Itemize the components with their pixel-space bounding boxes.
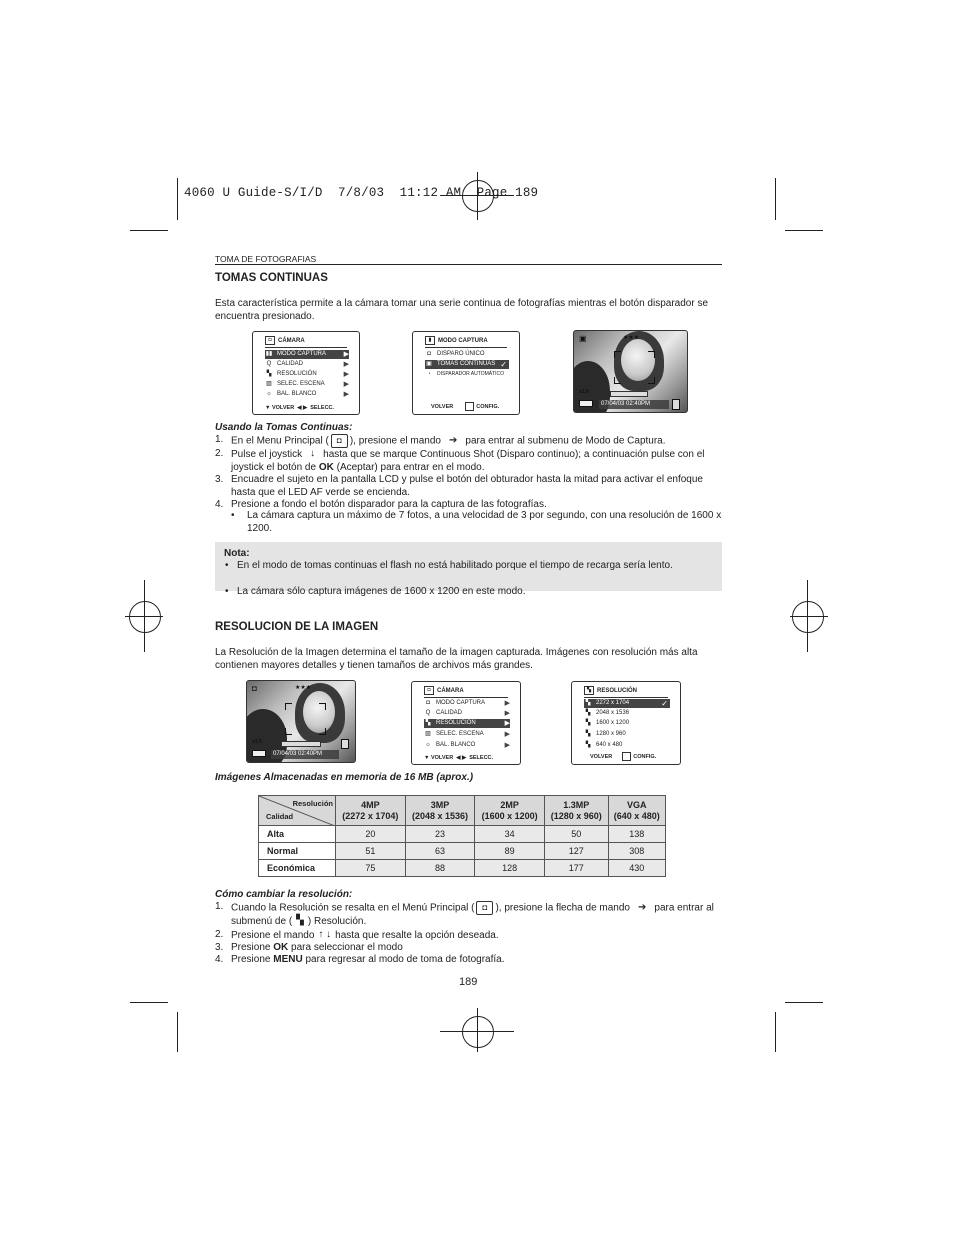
screen-title: MODO CAPTURA [438,338,488,345]
column-header-label: 1.3MP [563,799,590,810]
focus-bracket [614,351,621,358]
bullet-text: La cámara sólo captura imágenes de 1600 x 1200 en este modo. [237,585,526,597]
steps-list [215,901,722,967]
column-header [544,796,608,826]
note-title: Nota: [224,548,250,559]
registration-mark [792,601,824,633]
menu-item [425,370,509,379]
step-item [215,474,722,499]
screen-header [584,686,668,698]
menu-item [265,390,349,399]
table-cell: 75 [336,860,406,877]
right-arrow-icon: ▶ [504,731,510,738]
menu-item-label: MODO CAPTURA [436,700,486,706]
continuous-shot-icon: ▣ [426,361,432,367]
registration-line [790,616,828,617]
menu-item-label: TOMAS CONTINUAS [437,361,496,367]
screen-header [265,336,347,348]
resolution-icon: ▚ [584,686,594,695]
step-number: 4. [215,954,224,966]
column-header [475,796,545,826]
menu-item-label: 2272 x 1704 [596,700,630,706]
footer-left: VOLVER [430,755,454,761]
screen-title: CÁMARA [278,338,305,345]
camera-icon: ◘ [331,434,348,448]
white-balance-icon: ☼ [266,391,272,397]
step-text: hasta que resalte la opción deseada. [335,929,499,941]
camera-icon: ◘ [476,901,493,915]
step-text: para regresar al modo de toma de fotografía. [305,954,505,966]
step-text: ) Resolución. [307,916,367,928]
checkmark-icon: ✓ [661,699,668,708]
note-item [215,586,737,599]
memory-card-icon [672,399,680,410]
menu-item [424,709,510,718]
step-text: Presione [231,954,271,966]
step-number: 1. [215,434,224,445]
menu-item-label: SELEC. ESCENA [436,731,484,737]
corner-label-bottom: Calidad [266,812,294,821]
menu-button-icon [622,752,631,761]
bullet-text: La cámara captura un máximo de 7 fotos, a una velocidad de 3 por segundo, con una resolución de 1600 x 1200. [247,510,722,534]
menu-label: MENU [273,954,303,966]
focus-bracket [319,703,326,710]
registration-line [477,1008,478,1052]
menu-item [425,360,509,369]
column-header-label: 2MP [500,799,519,810]
screen-footer [425,402,509,411]
screen-title: CÁMARA [437,688,464,695]
crop-mark [177,178,178,220]
column-header-label: 4MP [361,799,380,810]
step-bullet [215,510,722,535]
column-header [405,796,475,826]
registration-mark [129,601,161,633]
step-item [215,954,722,967]
step-item [215,901,722,929]
screen-header [425,336,507,348]
menu-item [584,709,670,718]
menu-item [584,719,670,728]
continuous-mode-icon: ▣ [579,334,587,343]
camera-menu-screen [252,331,360,415]
step-text: Presione [231,941,271,953]
step-text: (Aceptar) para entrar en el modo. [336,461,485,473]
zoom-bar [610,391,648,397]
resolution-screen [571,681,681,765]
footer-left: VOLVER [590,753,613,760]
camera-icon: ◘ [252,684,257,693]
focus-bracket [614,377,621,384]
section-title: TOMAS CONTINUAS [215,272,328,284]
capture-mode-icon: ▮▮ [265,351,273,357]
note-item [215,560,737,573]
step-text: Presione a fondo el botón disparador para la captura de las fotografías. [231,499,547,511]
right-arrow-icon: ➔ [449,434,458,446]
menu-item-label: BAL. BLANCO [277,391,317,397]
menu-item-label: RESOLUCIÓN [277,371,317,377]
menu-item [424,741,510,750]
table-cell: 430 [608,860,665,877]
step-text: ), presione el mando [349,435,441,447]
footer-right: SELECC. [469,755,494,761]
step-number: 3. [215,474,224,486]
screen-footer [584,752,670,761]
table-cell: 50 [544,826,608,843]
photo-subject [303,691,335,733]
table-row [259,843,666,860]
zoom-bar [281,741,321,747]
registration-line [144,580,145,652]
screen-footer [265,405,349,411]
menu-item [584,699,670,708]
menu-item [424,719,510,728]
page-number: 189 [459,976,478,988]
menu-item-label: 640 x 480 [596,742,623,748]
step-item [215,929,722,942]
table-cell: 34 [475,826,545,843]
step-text: Encuadre el sujeto en la pantalla LCD y pulse el botón del obturador hasta la mitad para activar el enfoque hasta que el LED AF verde se encienda. [231,474,703,498]
crop-mark [785,1002,823,1003]
crop-mark [775,178,776,220]
steps-title: Usando la Tomas Continuas: [215,422,353,433]
right-arrow-icon: ▶ [504,710,510,717]
column-header-sub: (1600 x 1200) [481,810,538,821]
down-arrow-icon: ▼ [424,755,431,761]
resolution-icon: ▚ [425,720,431,726]
table-cell: 51 [336,843,406,860]
step-number: 1. [215,901,224,912]
capture-mode-icon: ▮ [425,336,435,345]
resolution-icon: ▚ [585,731,591,737]
column-header [336,796,406,826]
single-shot-icon: ◘ [427,351,431,357]
table-cell: 63 [405,843,475,860]
step-text: Cuando la Resolución se resalta en el Menú Principal ( [231,902,475,914]
section-title: RESOLUCION DE LA IMAGEN [215,621,379,633]
column-header-sub: (2048 x 1536) [411,810,468,821]
menu-item [265,350,349,359]
table-cell: 20 [336,826,406,843]
menu-item-label: CALIDAD [277,361,304,367]
section-intro: Esta característica permite a la cámara tomar una serie continua de fotografías mientras el botón disparador se encuentra presionado. [215,298,709,322]
screen-header [424,686,508,698]
resolution-icon: ▚ [585,710,591,716]
bullet-dot: • [225,585,229,597]
menu-item [425,350,509,359]
table-corner-cell [259,796,336,826]
menu-item-label: SELEC. ESCENA [277,381,325,387]
quality-stars: ★★★ [295,685,312,691]
camera-icon: ◘ [265,336,275,345]
resolution-icon: ▚ [296,915,304,927]
menu-item-label: 2048 x 1536 [596,710,630,716]
footer-right: SELECC. [310,405,335,411]
table-cell: 177 [544,860,608,877]
right-arrow-icon: ▶ [343,391,349,398]
memory-card-icon [341,739,349,749]
right-arrow-icon: ▶ [504,742,510,749]
menu-item-label: DISPARADOR AUTOMÁTICO [437,371,505,377]
battery-icon [579,400,593,407]
column-header-label: 3MP [430,799,450,810]
resolution-icon: ▚ [585,700,591,706]
crop-mark [130,230,168,231]
table-cell: 138 [608,826,665,843]
menu-item-label: CALIDAD [436,710,463,716]
step-text: Pulse el joystick [231,449,303,461]
crop-mark [177,1012,178,1052]
running-head: TOMA DE FOTOGRAFIAS [215,254,317,264]
menu-item [584,730,670,739]
screen-footer [424,755,510,761]
crop-mark [785,230,823,231]
table-caption: Imágenes Almacenadas en memoria de 16 MB (aprox.) [215,772,474,783]
left-right-arrow-icon: ◀ ▶ [456,755,467,761]
footer-right: CONFIG. [476,403,500,410]
table-cell: 88 [405,860,475,877]
menu-item [265,360,349,369]
row-header: Normal [259,843,336,860]
menu-item-label: 1280 x 960 [596,731,626,737]
step-item [215,942,722,955]
column-header-sub: (640 x 480) [613,810,660,821]
step-text: En el Menu Principal ( [231,435,329,447]
menu-item-label: 1600 x 1200 [596,720,630,726]
ok-label: OK [318,461,334,473]
right-arrow-icon: ▶ [343,371,349,378]
lcd-preview-image [246,680,356,763]
footer-right: CONFIG. [633,753,657,760]
table-cell: 89 [475,843,545,860]
right-arrow-icon: ▶ [343,351,349,358]
note-box [215,542,722,597]
footer-left: VOLVER [271,405,295,411]
step-text: para entrar al submenu de Modo de Captura. [465,435,666,447]
step-text: Presione el mando [231,929,315,941]
menu-item [265,370,349,379]
table-row [259,826,666,843]
quality-icon: Q [425,710,431,716]
battery-icon [252,750,266,757]
menu-item-label: DISPARO ÚNICO [437,351,485,357]
table-cell: 128 [475,860,545,877]
steps-list [215,434,722,512]
capture-mode-screen [412,331,520,415]
focus-bracket [285,703,292,710]
corner-label-top: Resolución [292,799,333,808]
menu-item [265,380,349,389]
column-header [608,796,665,826]
registration-line [807,580,808,652]
self-timer-icon: ◔ [427,371,431,377]
up-down-arrow-icon: ↑ ↓ [318,928,332,940]
camera-menu-screen [411,681,521,765]
menu-item [424,699,510,708]
row-header: Económica [259,860,336,877]
column-header-label: VGA [627,799,647,810]
camera-icon: ◘ [424,686,434,695]
menu-item [424,730,510,739]
step-number: 4. [215,499,224,511]
step-number: 3. [215,941,224,953]
right-arrow-icon: ➔ [638,901,647,913]
crop-mark [130,1002,168,1003]
table-cell: 308 [608,843,665,860]
menu-button-icon [465,402,474,411]
capture-mode-icon: ◘ [426,700,430,706]
down-arrow-icon: ▼ [265,405,272,411]
step-item [215,448,722,474]
step-item [215,434,722,448]
right-arrow-icon: ▶ [504,700,510,707]
right-arrow-icon: ▶ [343,361,349,368]
scene-icon: ▧ [425,731,431,737]
step-text: ), presione la flecha de mando [495,902,630,914]
bullet-dot: • [231,510,235,521]
table-cell: 127 [544,843,608,860]
down-arrow-icon: ↓ [310,448,316,460]
lcd-preview-image [573,330,688,413]
resolution-icon: ▚ [585,742,591,748]
quality-icon: Q [266,361,272,367]
focus-bracket [285,728,292,735]
ok-label: OK [273,941,289,953]
right-arrow-icon: ▶ [504,720,510,727]
table-row [259,860,666,877]
section-intro: La Resolución de la Imagen determina el tamaño de la imagen capturada. Imágenes con resolución más alta contienen mayores detalles y tienen tamaños de archivos más grandes. [215,647,698,671]
date-time: 07/04/03 02:40PM [273,751,323,757]
table-cell: 23 [405,826,475,843]
focus-bracket [319,728,326,735]
bullet-text: En el modo de tomas continuas el flash no está habilitado porque el tiempo de recarga sería lento. [237,560,673,571]
quality-stars: ★★★ [623,335,640,341]
step-text: hasta que se marque Continuous Shot (Disparo continuo); a continuación pulse con el joystick el botón de [231,449,705,473]
focus-bracket [648,351,655,358]
zoom-indicator: x1.5 [252,739,262,745]
screen-title: RESOLUCIÓN [597,688,638,695]
white-balance-icon: ☼ [425,742,431,748]
step-number: 2. [215,448,224,460]
resolution-icon: ▚ [266,371,272,377]
table-header-row [259,796,666,826]
bullet-dot: • [225,560,229,571]
resolution-table [258,795,666,877]
photo-subject [621,339,655,381]
zoom-indicator: x1.5 [579,389,589,395]
print-slug: 4060 U Guide-S/I/D 7/8/03 11:12 AM Page 189 [184,186,539,200]
menu-item-label: MODO CAPTURA [277,351,327,357]
right-arrow-icon: ▶ [343,381,349,388]
date-time: 07/04/03 02:40PM [601,401,651,407]
menu-item [584,741,670,750]
footer-left: VOLVER [431,403,454,410]
crop-mark [775,1012,776,1052]
column-header-sub: (1280 x 960) [550,810,602,821]
menu-item-label: BAL. BLANCO [436,742,476,748]
left-right-arrow-icon: ◀ ▶ [297,405,308,411]
scene-icon: ▧ [266,381,272,387]
registration-mark [462,1016,494,1048]
step-number: 2. [215,928,224,940]
resolution-icon: ▚ [585,720,591,726]
focus-bracket [648,377,655,384]
step-text: para seleccionar el modo [291,941,403,953]
menu-item-label: RESOLUCIÓN [436,720,476,726]
steps-title: Cómo cambiar la resolución: [215,889,353,900]
step-text: para entrar al submenú de ( [231,902,714,928]
checkmark-icon: ✓ [500,360,507,369]
row-header: Alta [259,826,336,843]
header-rule [215,264,722,265]
column-header-sub: (2272 x 1704) [342,810,399,821]
